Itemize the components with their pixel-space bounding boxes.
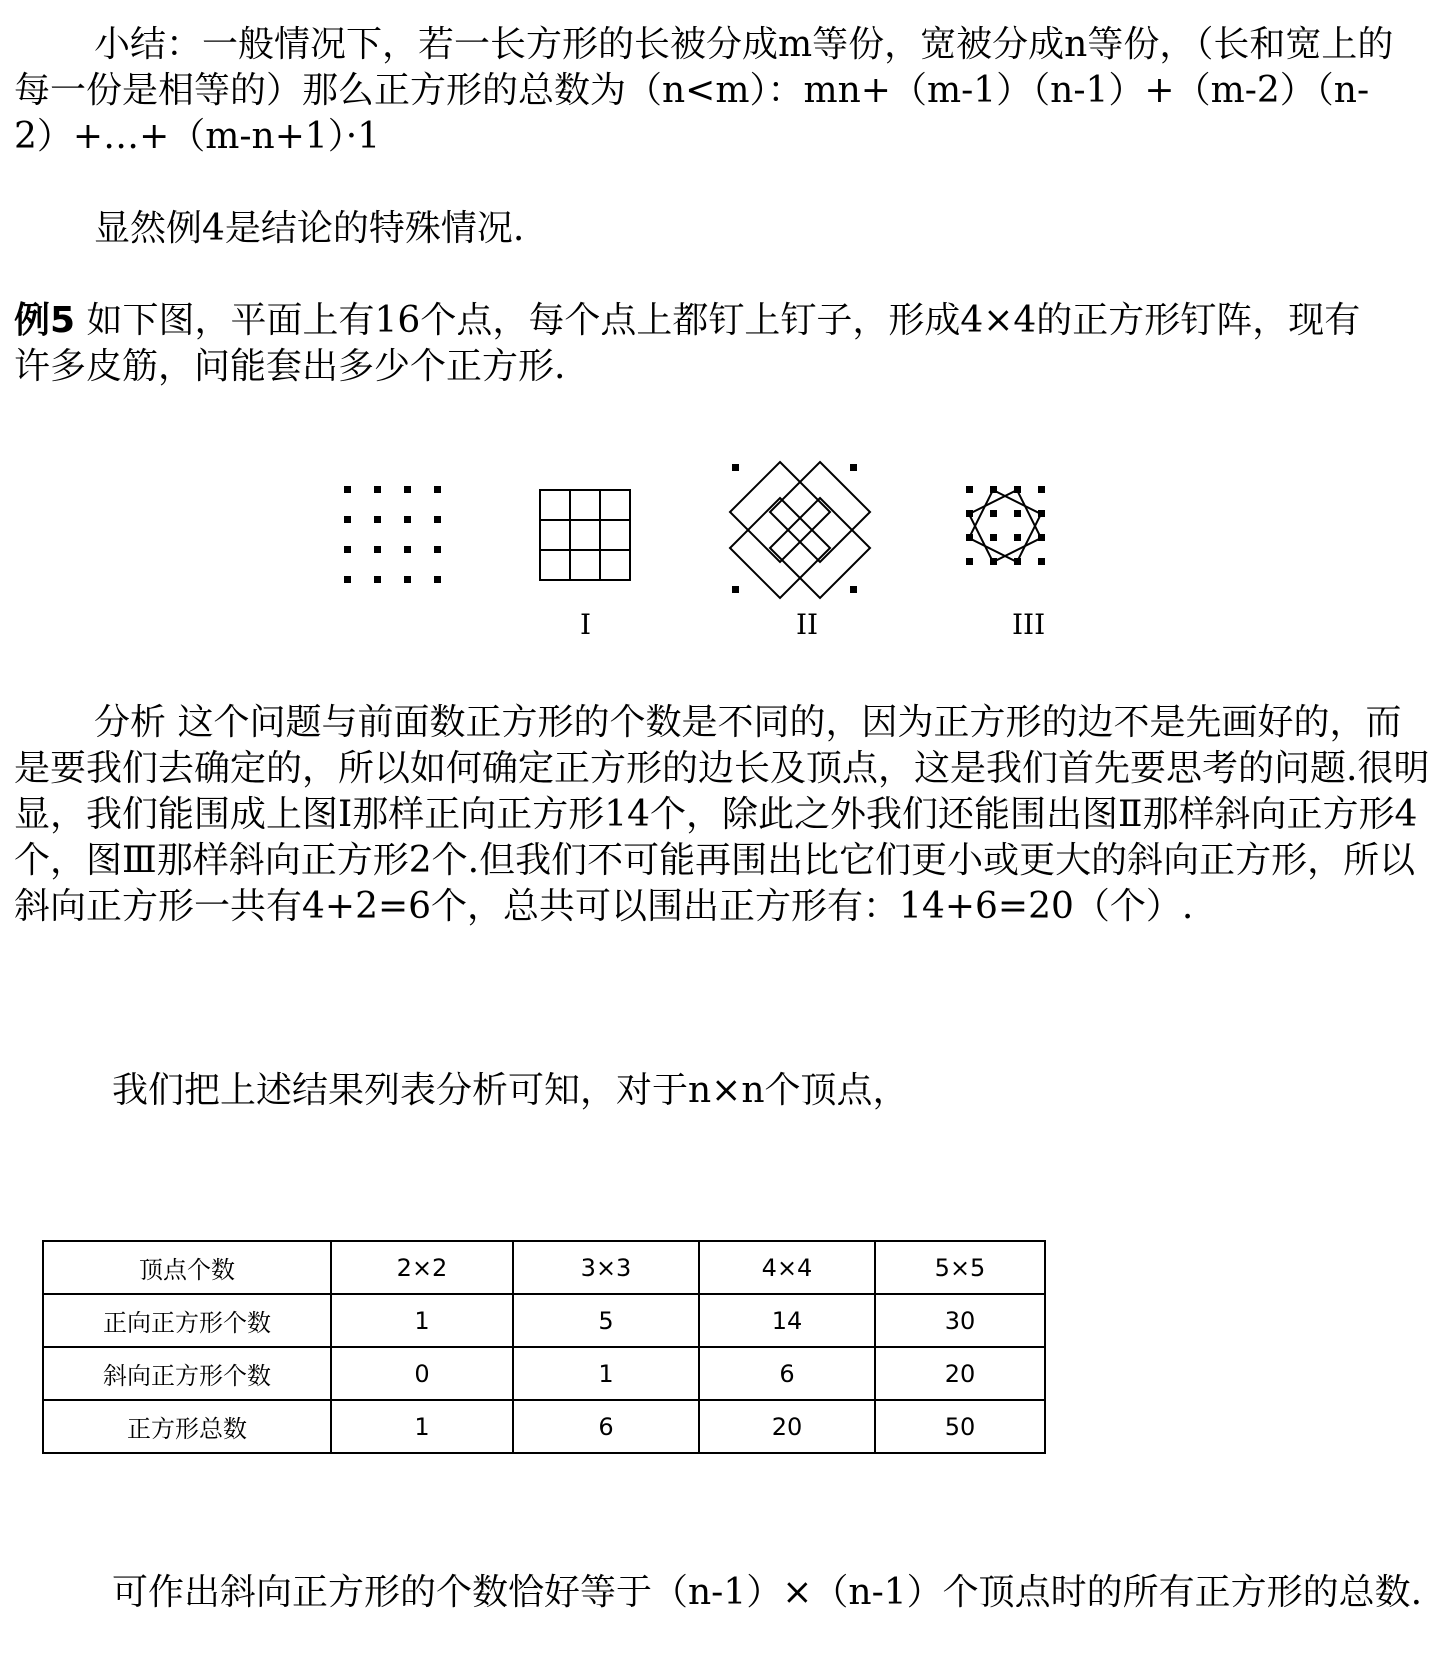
nail-grid-figure <box>330 440 1110 620</box>
table-cell: 正方形总数 <box>43 1400 331 1453</box>
table-cell: 斜向正方形个数 <box>43 1347 331 1400</box>
table-cell: 20 <box>699 1400 875 1453</box>
table-cell: 6 <box>699 1347 875 1400</box>
conclusion-text: 可作出斜向正方形的个数恰好等于（n-1）×（n-1）个顶点时的所有正方形的总数. <box>112 1572 1423 1613</box>
conclusion-paragraph <box>32 1570 1432 1616</box>
table-cell: 0 <box>331 1347 513 1400</box>
example-paragraph <box>14 298 1394 390</box>
example-label: 例5 <box>14 300 76 341</box>
table-cell: 1 <box>513 1347 699 1400</box>
summary-paragraph <box>14 22 1414 160</box>
table-cell: 1 <box>331 1294 513 1347</box>
figure-one-grid <box>540 490 630 580</box>
summary-text: 小结：一般情况下，若一长方形的长被分成m等份，宽被分成n等份，（长和宽上的每一份是相等的）那么正方形的总数为（n<m）：mn+（m-1）（n-1）+（m-2）（n-2）+…+（m-n+1）·1 <box>14 24 1394 157</box>
table-cell: 50 <box>875 1400 1045 1453</box>
table-cell: 6 <box>513 1400 699 1453</box>
table-cell: 3×3 <box>513 1241 699 1294</box>
table-cell: 2×2 <box>331 1241 513 1294</box>
analysis-paragraph <box>14 700 1434 930</box>
table-row <box>43 1400 1045 1453</box>
table-cell: 20 <box>875 1347 1045 1400</box>
table-intro: 我们把上述结果列表分析可知，对于n×n个顶点， <box>112 1070 909 1111</box>
table-row <box>43 1347 1045 1400</box>
table-header-row <box>43 1241 1045 1294</box>
table-cell: 14 <box>699 1294 875 1347</box>
results-table <box>42 1240 1046 1454</box>
table-row <box>43 1294 1045 1347</box>
remark-paragraph: 显然例4是结论的特殊情况. <box>94 208 525 249</box>
table-cell: 正向正方形个数 <box>43 1294 331 1347</box>
table-cell: 30 <box>875 1294 1045 1347</box>
table-cell: 5×5 <box>875 1241 1045 1294</box>
table-cell: 4×4 <box>699 1241 875 1294</box>
figure-three-tilted-squares <box>969 490 1041 562</box>
figure-two-tilted-squares <box>730 462 870 598</box>
table-cell: 5 <box>513 1294 699 1347</box>
example-text: 如下图，平面上有16个点，每个点上都钉上钉子，形成4×4的正方形钉阵，现有许多皮筋，问能套出多少个正方形. <box>14 300 1361 387</box>
figure-label-two: II <box>796 608 819 641</box>
figure-label-one: I <box>580 608 592 641</box>
figure-three-dots <box>966 486 1045 565</box>
dot-grid <box>344 486 441 583</box>
table-cell: 1 <box>331 1400 513 1453</box>
analysis-text: 分析 这个问题与前面数正方形的个数是不同的，因为正方形的边不是先画好的，而是要我们去确定的，所以如何确定正方形的边长及顶点，这是我们首先要思考的问题.很明显，我们能围成上图Ⅰ那样正向正方形14个，除此之外我们还能围出图Ⅱ那样斜向正方形4个，图Ⅲ那样斜向正方形2个.但我们不可能再围出比它们更小或更大的斜向正方形，所以斜向正方形一共有4+2=6个，总共可以围出正方形有：14+6=20（个）. <box>14 702 1430 927</box>
figure-label-three: III <box>1012 608 1046 641</box>
table-cell: 顶点个数 <box>43 1241 331 1294</box>
